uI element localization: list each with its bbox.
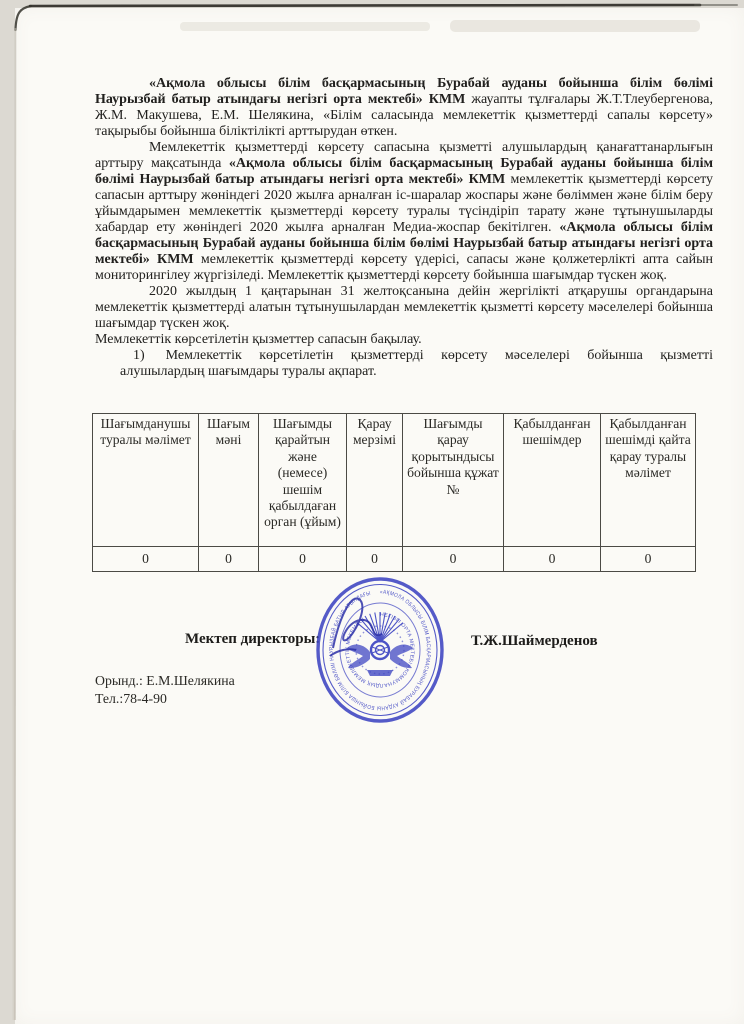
svg-text:«АҚМОЛА ОБЛЫСЫ БІЛІМ БАСҚАРМАС: «АҚМОЛА ОБЛЫСЫ БІЛІМ БАСҚАРМАСЫНЫҢ БУРАБАЙ АУДАНЫ БОЙЫНША БІЛІМ БӨЛІМІ НАУРЫЗБАЙ БАТЫР АТЫНДАҒЫ <box>328 589 431 711</box>
scan-smudge <box>180 22 430 31</box>
text-segment: 2020 жылдың 1 қаңтарынан 31 желтоқсанына дейін жергілікті атқарушы органдарына мемлекеттік қызметтерді алатын тұтынушылардан мемлекеттік қызметті көрсету мәселелері бойынша шағымдар түскен жоқ. <box>95 284 713 331</box>
table-value-cell: 0 <box>93 547 199 572</box>
table-header-cell: Шағым мәні <box>199 414 259 547</box>
numbered-item <box>95 348 713 380</box>
paragraph <box>95 284 713 332</box>
table-header-cell: Шағымды қарайтын және (немесе) шешім қабылдаған орган (ұйым) <box>259 414 347 547</box>
official-stamp <box>308 570 458 730</box>
paragraphs-holder <box>95 76 713 348</box>
text-segment: мемлекеттік қызметтерді көрсету сапасын арттыру жөніндегі 2020 жылға арналған іс-шаралар жоспары және бөліммен және білім беру ұйымдарымен мемлекеттік қызметтерді көрсету туралы түсіндіріп тарату және тұтынушыларды хабардар ету жөніндегі 2020 жылға арналған Медиа-жоспар бекітілген. <box>95 172 714 235</box>
text-segment: мемлекеттік қызметтерді көрсету үдерісі, сапасы және қолжетерлікті апта сайын мониторингілеу жүргізіледі. Мемлекеттік қызметтерді көрсету бойынша шағымдар түскен жоқ. <box>95 252 713 283</box>
table-header-cell: Қабылданған шешімді қайта қарау туралы мәлімет <box>601 414 696 547</box>
table-value-cell: 0 <box>199 547 259 572</box>
table-header-cell: Қабылданған шешімдер <box>504 414 601 547</box>
table-value-cell: 0 <box>403 547 504 572</box>
footer-block <box>95 672 235 708</box>
signature-title: Мектеп директоры: <box>185 631 321 647</box>
scan-smudge <box>450 20 700 32</box>
text-segment: Мемлекеттік қызметтерді көрсету сапасына қызметті алушылардың қанағаттанарлығын арттыру мақсатында <box>95 140 713 171</box>
paragraph <box>95 140 713 284</box>
text-segment: Мемлекеттік көрсетілетін қызметтер сапасын бақылау. <box>95 332 422 347</box>
complaints-table <box>92 413 696 572</box>
bold-text-segment: «Ақмола облысы білім басқармасының Бурабай ауданы бойынша білім бөлімі Наурызбай батыр атындағы негізгі орта мектебі» КММ <box>95 156 713 187</box>
svg-text:НЕГІЗГІ ОРТА МЕКТЕБІ» КОММУНАЛ: НЕГІЗГІ ОРТА МЕКТЕБІ» КОММУНАЛДЫҚ МЕМЛЕКЕТТІК МЕКЕМЕСІ <box>344 611 415 689</box>
bold-text-segment: «Ақмола облысы білім басқармасының Бурабай ауданы бойынша білім бөлімі Наурызбай батыр атындағы негізгі орта мектебі» КММ <box>95 220 713 267</box>
table-header-cell: Қарау мерзімі <box>347 414 403 547</box>
bold-text-segment: «Ақмола облысы білім басқармасының Бурабай ауданы бойынша білім бөлімі Наурызбай батыр атындағы негізгі орта мектебі» КММ <box>95 76 713 107</box>
paragraph <box>95 332 713 348</box>
text-segment: жауапты тұлғалары Ж.Т.Тлеубергенова, Ж.М. Макушева, Е.М. Шелякина, «Білім саласында мемлекеттік қызметтерді сапалы көрсету» тақырыбы бойынша біліктілікті арттырудан өткен. <box>95 92 713 139</box>
table-data-row <box>93 547 696 572</box>
table-value-cell: 0 <box>601 547 696 572</box>
phone-line: Тел.:78-4-90 <box>95 691 167 706</box>
paragraph <box>95 76 713 140</box>
table-header-row <box>93 414 696 547</box>
table-value-cell: 0 <box>259 547 347 572</box>
executor-line: Орынд.: Е.М.Шелякина <box>95 673 235 688</box>
item-text: Мемлекеттік көрсетілетін қызметтерді көрсету мәселелері бойынша қызметті алушылардың шағымдары туралы ақпарат. <box>120 348 713 379</box>
signature-name: Т.Ж.Шаймерденов <box>471 633 598 649</box>
document-text <box>95 76 713 380</box>
item-number: 1) <box>133 348 145 363</box>
table-header-cell: Шағымды қарау қорытындысы бойынша құжат № <box>403 414 504 547</box>
table-value-cell: 0 <box>504 547 601 572</box>
table-value-cell: 0 <box>347 547 403 572</box>
table-header-cell: Шағымданушы туралы мәлімет <box>93 414 199 547</box>
